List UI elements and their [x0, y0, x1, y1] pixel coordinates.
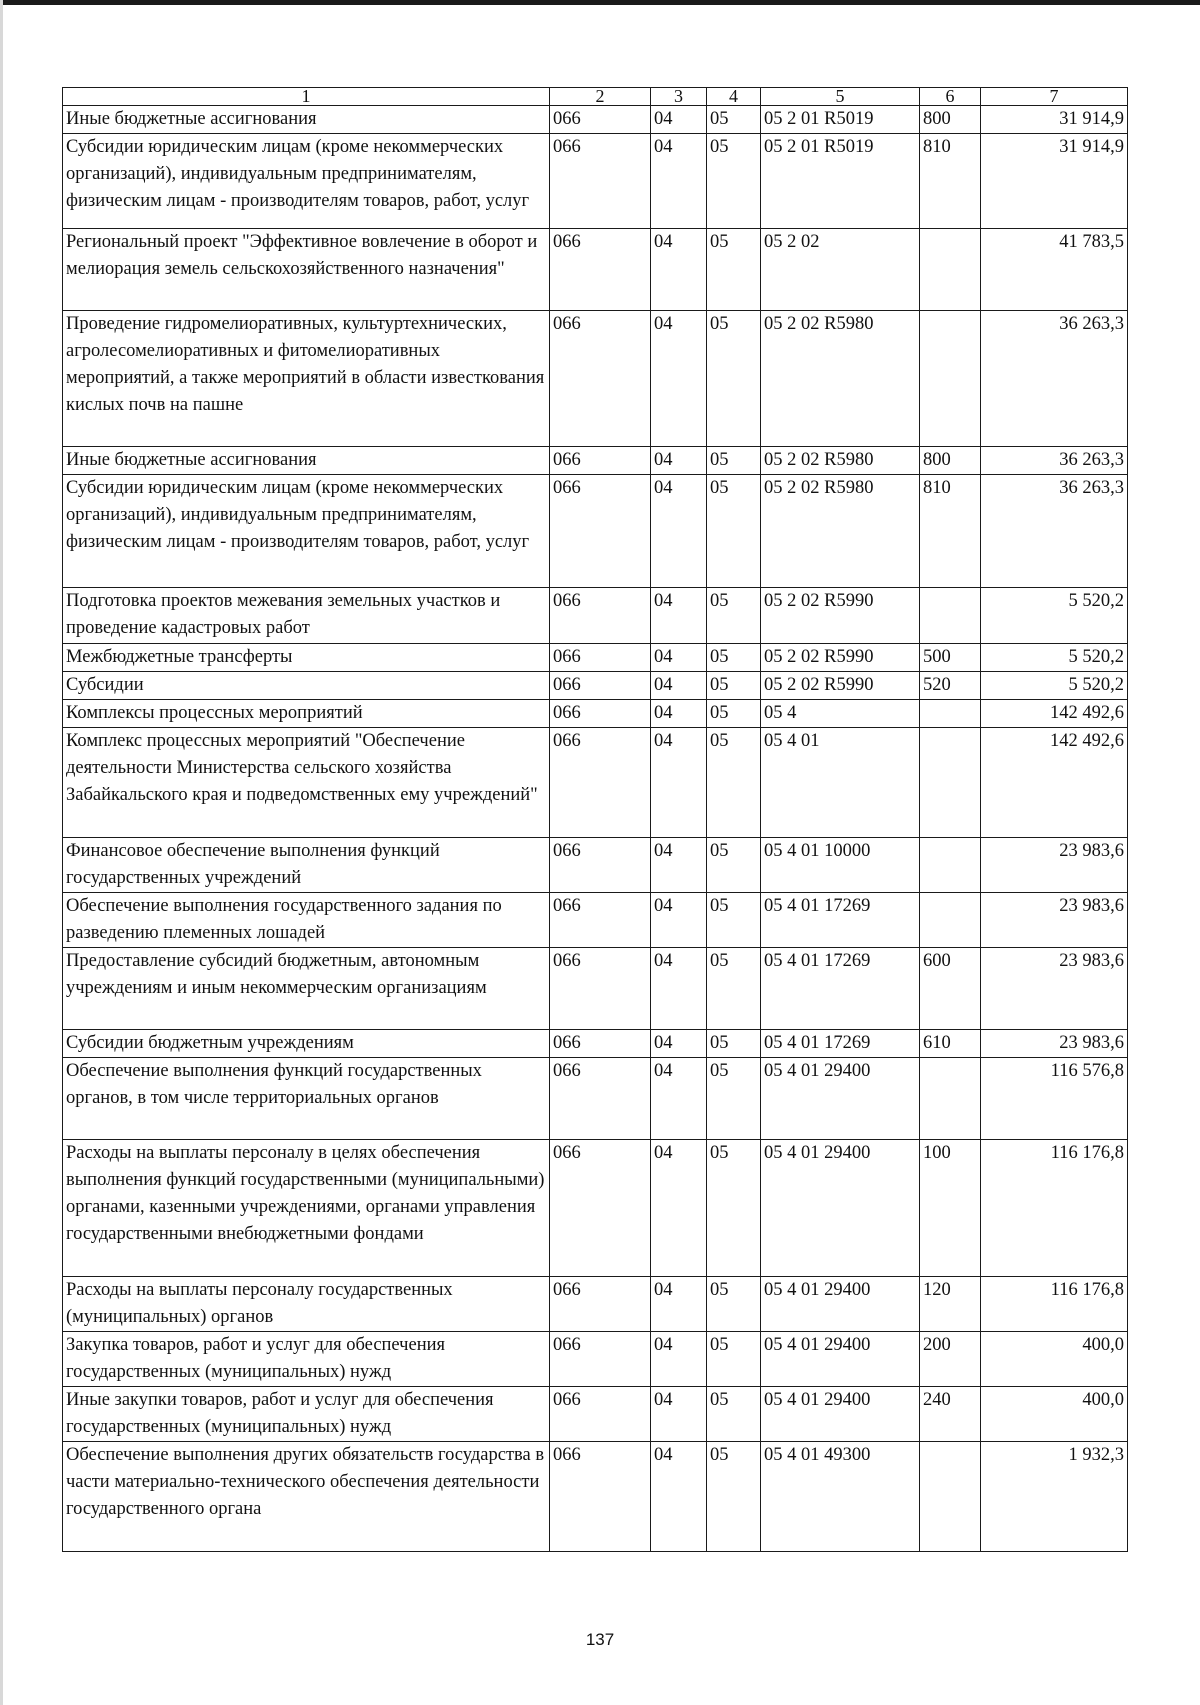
- table-row: [63, 728, 1128, 838]
- expense-name: Иные бюджетные ассигнования: [63, 106, 550, 134]
- target-article-code: 05 2 01 R5019: [761, 134, 920, 229]
- section-code: 04: [651, 644, 707, 672]
- table-row: [63, 672, 1128, 700]
- expense-name: Закупка товаров, работ и услуг для обеспечения государственных (муниципальных) нужд: [63, 1332, 550, 1387]
- subsection-code: 05: [707, 134, 761, 229]
- ministry-code: 066: [550, 672, 651, 700]
- ministry-code: 066: [550, 1277, 651, 1332]
- table-row: [63, 1442, 1128, 1552]
- expense-type-code: [920, 728, 981, 838]
- ministry-code: 066: [550, 134, 651, 229]
- amount: 23 983,6: [981, 893, 1128, 948]
- ministry-code: 066: [550, 588, 651, 644]
- target-article-code: 05 2 02 R5980: [761, 475, 920, 588]
- subsection-code: 05: [707, 447, 761, 475]
- amount: 116 576,8: [981, 1058, 1128, 1140]
- subsection-code: 05: [707, 1140, 761, 1277]
- ministry-code: 066: [550, 311, 651, 447]
- section-code: 04: [651, 475, 707, 588]
- ministry-code: 066: [550, 893, 651, 948]
- ministry-code: 066: [550, 728, 651, 838]
- subsection-code: 05: [707, 948, 761, 1030]
- header-cell: 2: [550, 88, 651, 106]
- amount: 31 914,9: [981, 106, 1128, 134]
- subsection-code: 05: [707, 1058, 761, 1140]
- expense-name: Межбюджетные трансферты: [63, 644, 550, 672]
- expense-name: Комплекс процессных мероприятий "Обеспечение деятельности Министерства сельского хозяйства Забайкальского края и подведомственных ему учреждений": [63, 728, 550, 838]
- target-article-code: 05 4 01 29400: [761, 1140, 920, 1277]
- amount: 116 176,8: [981, 1277, 1128, 1332]
- subsection-code: 05: [707, 229, 761, 311]
- subsection-code: 05: [707, 588, 761, 644]
- expense-type-code: 800: [920, 447, 981, 475]
- expense-name: Обеспечение выполнения других обязательств государства в части материально-технического обеспечения деятельности государственного органа: [63, 1442, 550, 1552]
- target-article-code: 05 4 01 49300: [761, 1442, 920, 1552]
- scan-top-edge: [0, 0, 1200, 5]
- subsection-code: 05: [707, 1442, 761, 1552]
- ministry-code: 066: [550, 229, 651, 311]
- subsection-code: 05: [707, 893, 761, 948]
- ministry-code: 066: [550, 1058, 651, 1140]
- expense-type-code: 520: [920, 672, 981, 700]
- table-row: [63, 1332, 1128, 1387]
- expense-name: Расходы на выплаты персоналу государственных (муниципальных) органов: [63, 1277, 550, 1332]
- section-code: 04: [651, 728, 707, 838]
- amount: 1 932,3: [981, 1442, 1128, 1552]
- section-code: 04: [651, 948, 707, 1030]
- expense-type-code: 810: [920, 134, 981, 229]
- subsection-code: 05: [707, 728, 761, 838]
- subsection-code: 05: [707, 700, 761, 728]
- table-row: [63, 1140, 1128, 1277]
- amount: 36 263,3: [981, 311, 1128, 447]
- amount: 142 492,6: [981, 728, 1128, 838]
- section-code: 04: [651, 672, 707, 700]
- section-code: 04: [651, 588, 707, 644]
- expense-type-code: [920, 1442, 981, 1552]
- section-code: 04: [651, 311, 707, 447]
- subsection-code: 05: [707, 672, 761, 700]
- ministry-code: 066: [550, 447, 651, 475]
- section-code: 04: [651, 1332, 707, 1387]
- section-code: 04: [651, 134, 707, 229]
- table-row: [63, 893, 1128, 948]
- header-cell: 7: [981, 88, 1128, 106]
- expense-name: Субсидии юридическим лицам (кроме некоммерческих организаций), индивидуальным предпринимателям, физическим лицам - производителям товаров, работ, услуг: [63, 475, 550, 588]
- target-article-code: 05 2 02 R5990: [761, 672, 920, 700]
- expense-type-code: [920, 311, 981, 447]
- target-article-code: 05 4 01 17269: [761, 948, 920, 1030]
- section-code: 04: [651, 893, 707, 948]
- section-code: 04: [651, 1140, 707, 1277]
- target-article-code: 05 4 01 29400: [761, 1058, 920, 1140]
- section-code: 04: [651, 229, 707, 311]
- expense-name: Финансовое обеспечение выполнения функций государственных учреждений: [63, 838, 550, 893]
- expense-name: Иные бюджетные ассигнования: [63, 447, 550, 475]
- target-article-code: 05 4: [761, 700, 920, 728]
- subsection-code: 05: [707, 1387, 761, 1442]
- ministry-code: 066: [550, 1387, 651, 1442]
- amount: 5 520,2: [981, 644, 1128, 672]
- section-code: 04: [651, 1030, 707, 1058]
- expense-type-code: 810: [920, 475, 981, 588]
- expense-name: Подготовка проектов межевания земельных участков и проведение кадастровых работ: [63, 588, 550, 644]
- expense-type-code: [920, 700, 981, 728]
- expense-name: Обеспечение выполнения функций государственных органов, в том числе территориальных органов: [63, 1058, 550, 1140]
- table-row: [63, 1058, 1128, 1140]
- ministry-code: 066: [550, 1332, 651, 1387]
- target-article-code: 05 4 01 29400: [761, 1387, 920, 1442]
- expense-type-code: [920, 838, 981, 893]
- table-header-row: [63, 88, 1128, 106]
- expense-type-code: [920, 1058, 981, 1140]
- expense-name: Субсидии бюджетным учреждениям: [63, 1030, 550, 1058]
- expense-type-code: 500: [920, 644, 981, 672]
- subsection-code: 05: [707, 475, 761, 588]
- target-article-code: 05 4 01 29400: [761, 1277, 920, 1332]
- ministry-code: 066: [550, 1442, 651, 1552]
- table-row: [63, 588, 1128, 644]
- amount: 5 520,2: [981, 588, 1128, 644]
- subsection-code: 05: [707, 311, 761, 447]
- target-article-code: 05 4 01 10000: [761, 838, 920, 893]
- amount: 36 263,3: [981, 447, 1128, 475]
- ministry-code: 066: [550, 644, 651, 672]
- expense-type-code: 100: [920, 1140, 981, 1277]
- table-row: [63, 948, 1128, 1030]
- amount: 400,0: [981, 1387, 1128, 1442]
- target-article-code: 05 2 01 R5019: [761, 106, 920, 134]
- subsection-code: 05: [707, 1332, 761, 1387]
- expense-type-code: [920, 893, 981, 948]
- target-article-code: 05 2 02 R5980: [761, 311, 920, 447]
- expense-name: Предоставление субсидий бюджетным, автономным учреждениям и иным некоммерческим организациям: [63, 948, 550, 1030]
- expense-name: Расходы на выплаты персоналу в целях обеспечения выполнения функций государственными (муниципальными) органами, казенными учреждениями, органами управления государственными внебюджетными фондами: [63, 1140, 550, 1277]
- amount: 142 492,6: [981, 700, 1128, 728]
- section-code: 04: [651, 1387, 707, 1442]
- scan-left-edge: [0, 0, 3, 1705]
- table-row: [63, 475, 1128, 588]
- amount: 116 176,8: [981, 1140, 1128, 1277]
- header-cell: 1: [63, 88, 550, 106]
- table-row: [63, 106, 1128, 134]
- header-cell: 4: [707, 88, 761, 106]
- table-row: [63, 311, 1128, 447]
- table-row: [63, 1387, 1128, 1442]
- target-article-code: 05 2 02 R5980: [761, 447, 920, 475]
- expense-type-code: [920, 588, 981, 644]
- table-row: [63, 447, 1128, 475]
- table-row: [63, 134, 1128, 229]
- expense-type-code: 610: [920, 1030, 981, 1058]
- target-article-code: 05 2 02 R5990: [761, 588, 920, 644]
- expense-name: Субсидии: [63, 672, 550, 700]
- ministry-code: 066: [550, 948, 651, 1030]
- subsection-code: 05: [707, 1277, 761, 1332]
- subsection-code: 05: [707, 1030, 761, 1058]
- amount: 23 983,6: [981, 948, 1128, 1030]
- expense-type-code: 120: [920, 1277, 981, 1332]
- ministry-code: 066: [550, 1030, 651, 1058]
- expense-type-code: [920, 229, 981, 311]
- amount: 5 520,2: [981, 672, 1128, 700]
- section-code: 04: [651, 1277, 707, 1332]
- budget-table: [62, 87, 1128, 1552]
- amount: 41 783,5: [981, 229, 1128, 311]
- table-row: [63, 644, 1128, 672]
- header-cell: 3: [651, 88, 707, 106]
- table-row: [63, 229, 1128, 311]
- target-article-code: 05 2 02: [761, 229, 920, 311]
- expense-name: Субсидии юридическим лицам (кроме некоммерческих организаций), индивидуальным предпринимателям, физическим лицам - производителям товаров, работ, услуг: [63, 134, 550, 229]
- ministry-code: 066: [550, 106, 651, 134]
- subsection-code: 05: [707, 838, 761, 893]
- section-code: 04: [651, 1058, 707, 1140]
- expense-name: Региональный проект "Эффективное вовлечение в оборот и мелиорация земель сельскохозяйственного назначения": [63, 229, 550, 311]
- target-article-code: 05 4 01 29400: [761, 1332, 920, 1387]
- expense-name: Иные закупки товаров, работ и услуг для обеспечения государственных (муниципальных) нужд: [63, 1387, 550, 1442]
- header-cell: 5: [761, 88, 920, 106]
- target-article-code: 05 4 01: [761, 728, 920, 838]
- amount: 31 914,9: [981, 134, 1128, 229]
- section-code: 04: [651, 838, 707, 893]
- amount: 36 263,3: [981, 475, 1128, 588]
- section-code: 04: [651, 447, 707, 475]
- expense-type-code: 200: [920, 1332, 981, 1387]
- ministry-code: 066: [550, 700, 651, 728]
- header-cell: 6: [920, 88, 981, 106]
- expense-type-code: 800: [920, 106, 981, 134]
- table-row: [63, 1277, 1128, 1332]
- amount: 400,0: [981, 1332, 1128, 1387]
- expense-type-code: 240: [920, 1387, 981, 1442]
- section-code: 04: [651, 1442, 707, 1552]
- table-row: [63, 838, 1128, 893]
- table-row: [63, 1030, 1128, 1058]
- subsection-code: 05: [707, 644, 761, 672]
- ministry-code: 066: [550, 838, 651, 893]
- section-code: 04: [651, 700, 707, 728]
- page-number: 137: [585, 1630, 615, 1649]
- target-article-code: 05 4 01 17269: [761, 1030, 920, 1058]
- expense-name: Комплексы процессных мероприятий: [63, 700, 550, 728]
- expense-name: Проведение гидромелиоративных, культуртехнических, агролесомелиоративных и фитомелиоративных мероприятий, а также мероприятий в области известкования кислых почв на пашне: [63, 311, 550, 447]
- ministry-code: 066: [550, 475, 651, 588]
- subsection-code: 05: [707, 106, 761, 134]
- ministry-code: 066: [550, 1140, 651, 1277]
- expense-name: Обеспечение выполнения государственного задания по разведению племенных лошадей: [63, 893, 550, 948]
- table-row: [63, 700, 1128, 728]
- target-article-code: 05 2 02 R5990: [761, 644, 920, 672]
- target-article-code: 05 4 01 17269: [761, 893, 920, 948]
- amount: 23 983,6: [981, 1030, 1128, 1058]
- section-code: 04: [651, 106, 707, 134]
- amount: 23 983,6: [981, 838, 1128, 893]
- expense-type-code: 600: [920, 948, 981, 1030]
